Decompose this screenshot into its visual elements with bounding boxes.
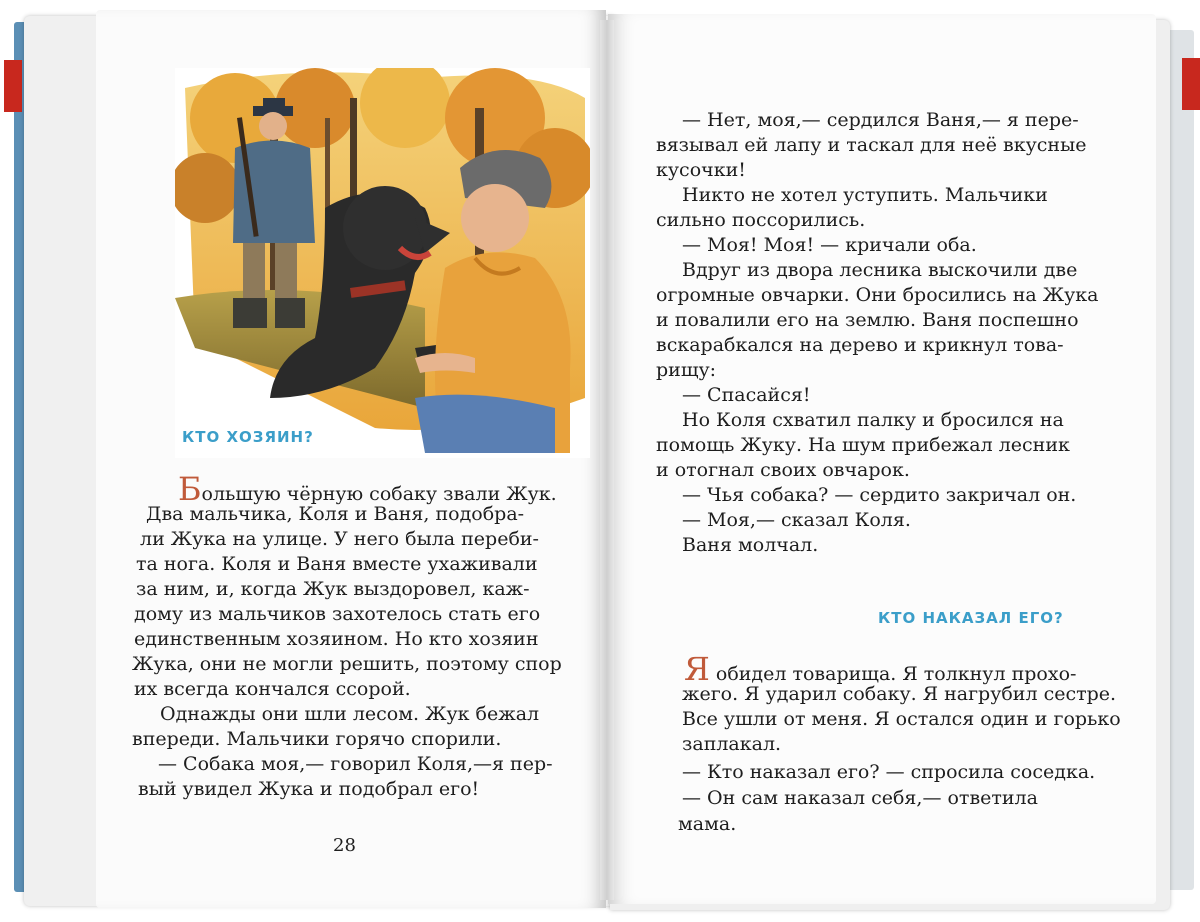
bookmark-tab-left [4,60,22,112]
text-line: заплакал. [682,733,782,755]
story-title-who-is-owner: КТО ХОЗЯИН? [182,428,314,446]
text-line: — Он сам наказал себя,— ответила [682,787,1038,809]
text-line: Но Коля схватил палку и бросился на [682,409,1064,431]
text-line: Два мальчика, Коля и Ваня, подобра- [146,503,525,525]
text-line: та нога. Коля и Ваня вместе ухаживали [136,553,538,575]
text-line: и повалили его на землю. Ваня поспешно [656,309,1079,331]
text-line: Жука, они не могли решить, поэтому спор [132,653,562,675]
text-line: за ним, и, когда Жук выздоровел, каж- [136,578,530,600]
text-line: помощь Жуку. На шум прибежал лесник [656,434,1070,456]
text-line: — Спасайся! [682,384,811,406]
text-line: Никто не хотел уступить. Мальчики [682,184,1048,206]
text-line: Все ушли от меня. Я остался один и горько [682,708,1121,730]
text-line: вскарабкался на дерево и крикнул това- [656,334,1064,356]
text-line: вый увидел Жука и подобрал его! [138,778,480,800]
text-line: их всегда кончался ссорой. [134,678,411,700]
text-line: Я обидел товарища. Я толкнул прохо- [684,650,1077,688]
text-line: — Собака моя,— говорил Коля,—я пер- [158,753,553,775]
drop-cap: Я [684,650,710,688]
text-line: — Моя! Моя! — кричали оба. [682,234,977,256]
text-line: ли Жука на улице. У него была переби- [140,528,539,550]
page-number: 28 [333,835,356,856]
text-line: рищу: [656,359,717,381]
text-line: единственным хозяином. Но кто хозяин [134,628,539,650]
text-line: дому из мальчиков захотелось стать его [134,603,541,625]
text-line: Вдруг из двора лесника выскочили две [682,259,1078,281]
book-spine [600,20,614,900]
story-title-who-punished: КТО НАКАЗАЛ ЕГО? [878,609,1064,627]
text-line: сильно поссорились. [656,209,866,231]
text-line: — Кто наказал его? — спросила соседка. [682,761,1096,783]
text-line: Большую чёрную собаку звали Жук. [178,470,557,508]
text-line: — Чья собака? — сердито закричал он. [682,484,1077,506]
text-line: кусочки! [656,159,746,181]
text-line: жего. Я ударил собаку. Я нагрубил сестре. [682,683,1117,705]
text-line: — Нет, моя,— сердился Ваня,— я пере- [682,109,1079,131]
bookmark-tab-right [1182,58,1200,110]
text-line: Однажды они шли лесом. Жук бежал [160,703,540,725]
text-line: — Моя,— сказал Коля. [682,509,911,531]
text-line: вязывал ей лапу и таскал для неё вкусные [656,134,1087,156]
text-line: впереди. Мальчики горячо спорили. [132,728,502,750]
text-line: и отогнал своих овчарок. [656,459,910,481]
text-line: огромные овчарки. Они бросились на Жука [656,284,1099,306]
text-line: мама. [678,813,737,835]
drop-cap: Б [178,470,202,508]
illustration-icon [175,68,590,458]
text-line: Ваня молчал. [682,534,819,556]
